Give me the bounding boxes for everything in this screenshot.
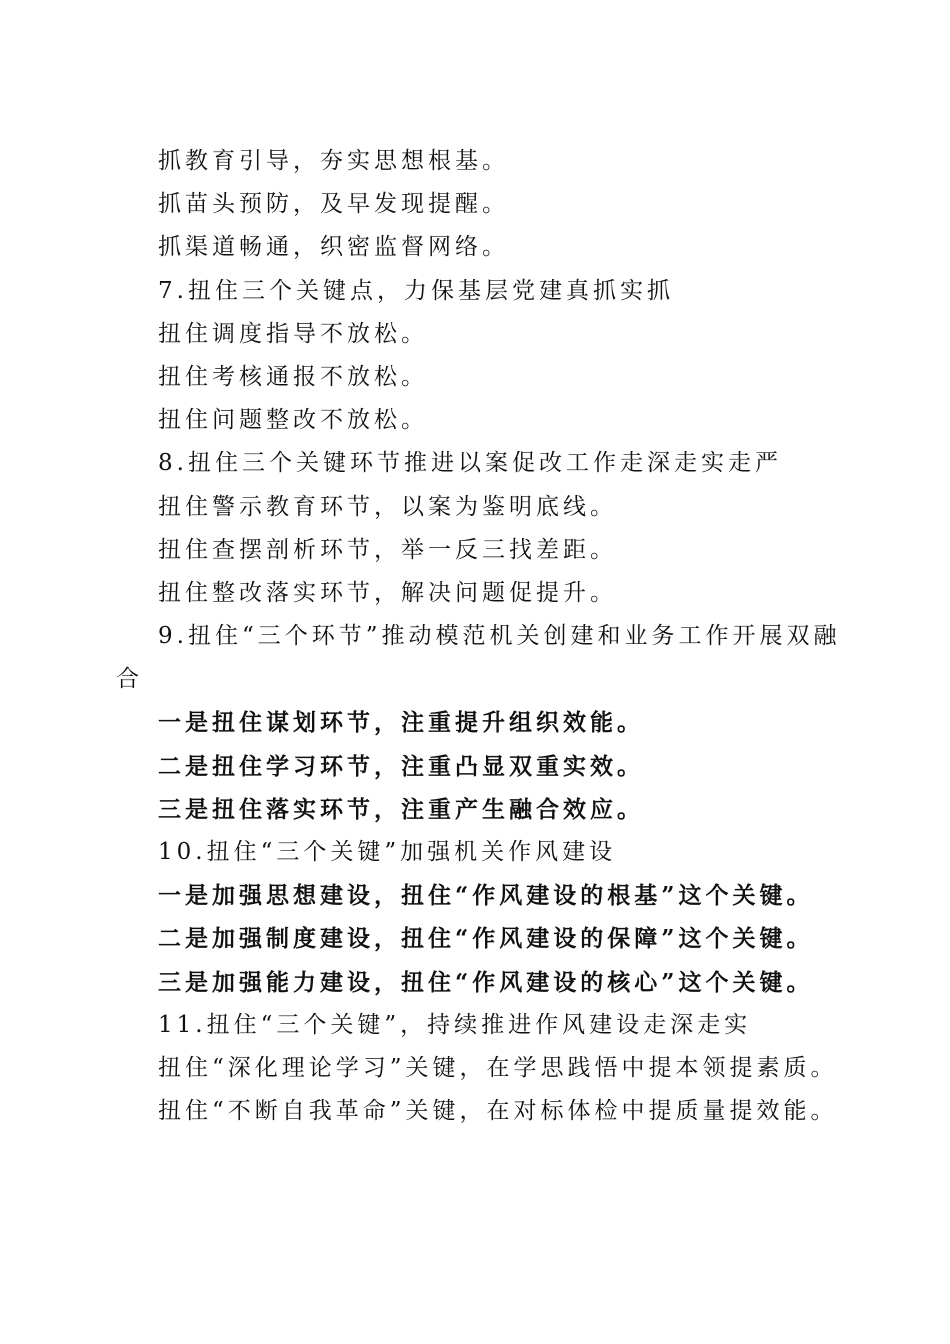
text-line-bold: 一是扭住谋划环节，注重提升组织效能。 [158,709,644,737]
section-heading-9: 9.扭住“三个环节”推动模范机关创建和业务工作开展双融 [158,623,841,650]
text-line: 扭住问题整改不放松。 [158,407,428,434]
section-heading-7: 7.扭住三个关键点，力保基层党建真抓实抓 [158,277,674,304]
text-line: 扭住警示教育环节，以案为鉴明底线。 [158,493,617,520]
section-heading-8: 8.扭住三个关键环节推进以案促改工作走深走实走严 [158,450,782,477]
text-line-bold: 三是扭住落实环节，注重产生融合效应。 [158,795,644,823]
text-line: 扭住“深化理论学习”关键，在学思践悟中提本领提素质。 [158,1054,838,1081]
text-line: 扭住“不断自我革命”关键，在对标体检中提质量提效能。 [158,1098,838,1125]
text-line-bold: 一是加强思想建设，扭住“作风建设的根基”这个关键。 [158,882,814,910]
text-line-bold: 三是加强能力建设，扭住“作风建设的核心”这个关键。 [158,968,814,996]
section-heading-10: 10.扭住“三个关键”加强机关作风建设 [158,839,617,865]
text-line: 扭住查摆剖析环节，举一反三找差距。 [158,536,617,563]
text-line: 扭住考核通报不放松。 [158,363,428,390]
text-line-bold: 二是扭住学习环节，注重凸显双重实效。 [158,752,644,780]
section-heading-11: 11.扭住“三个关键”，持续推进作风建设走深走实 [158,1011,752,1038]
document-body [116,140,841,1133]
text-line: 扭住整改落实环节，解决问题促提升。 [158,579,617,606]
section-heading-9-continued: 合 [116,666,143,693]
text-line: 抓渠道畅通，织密监督网络。 [158,234,509,261]
text-line: 抓苗头预防，及早发现提醒。 [158,191,509,218]
text-line: 扭住调度指导不放松。 [158,320,428,347]
text-line: 抓教育引导，夯实思想根基。 [158,148,509,174]
text-line-bold: 二是加强制度建设，扭住“作风建设的保障”这个关键。 [158,925,814,953]
